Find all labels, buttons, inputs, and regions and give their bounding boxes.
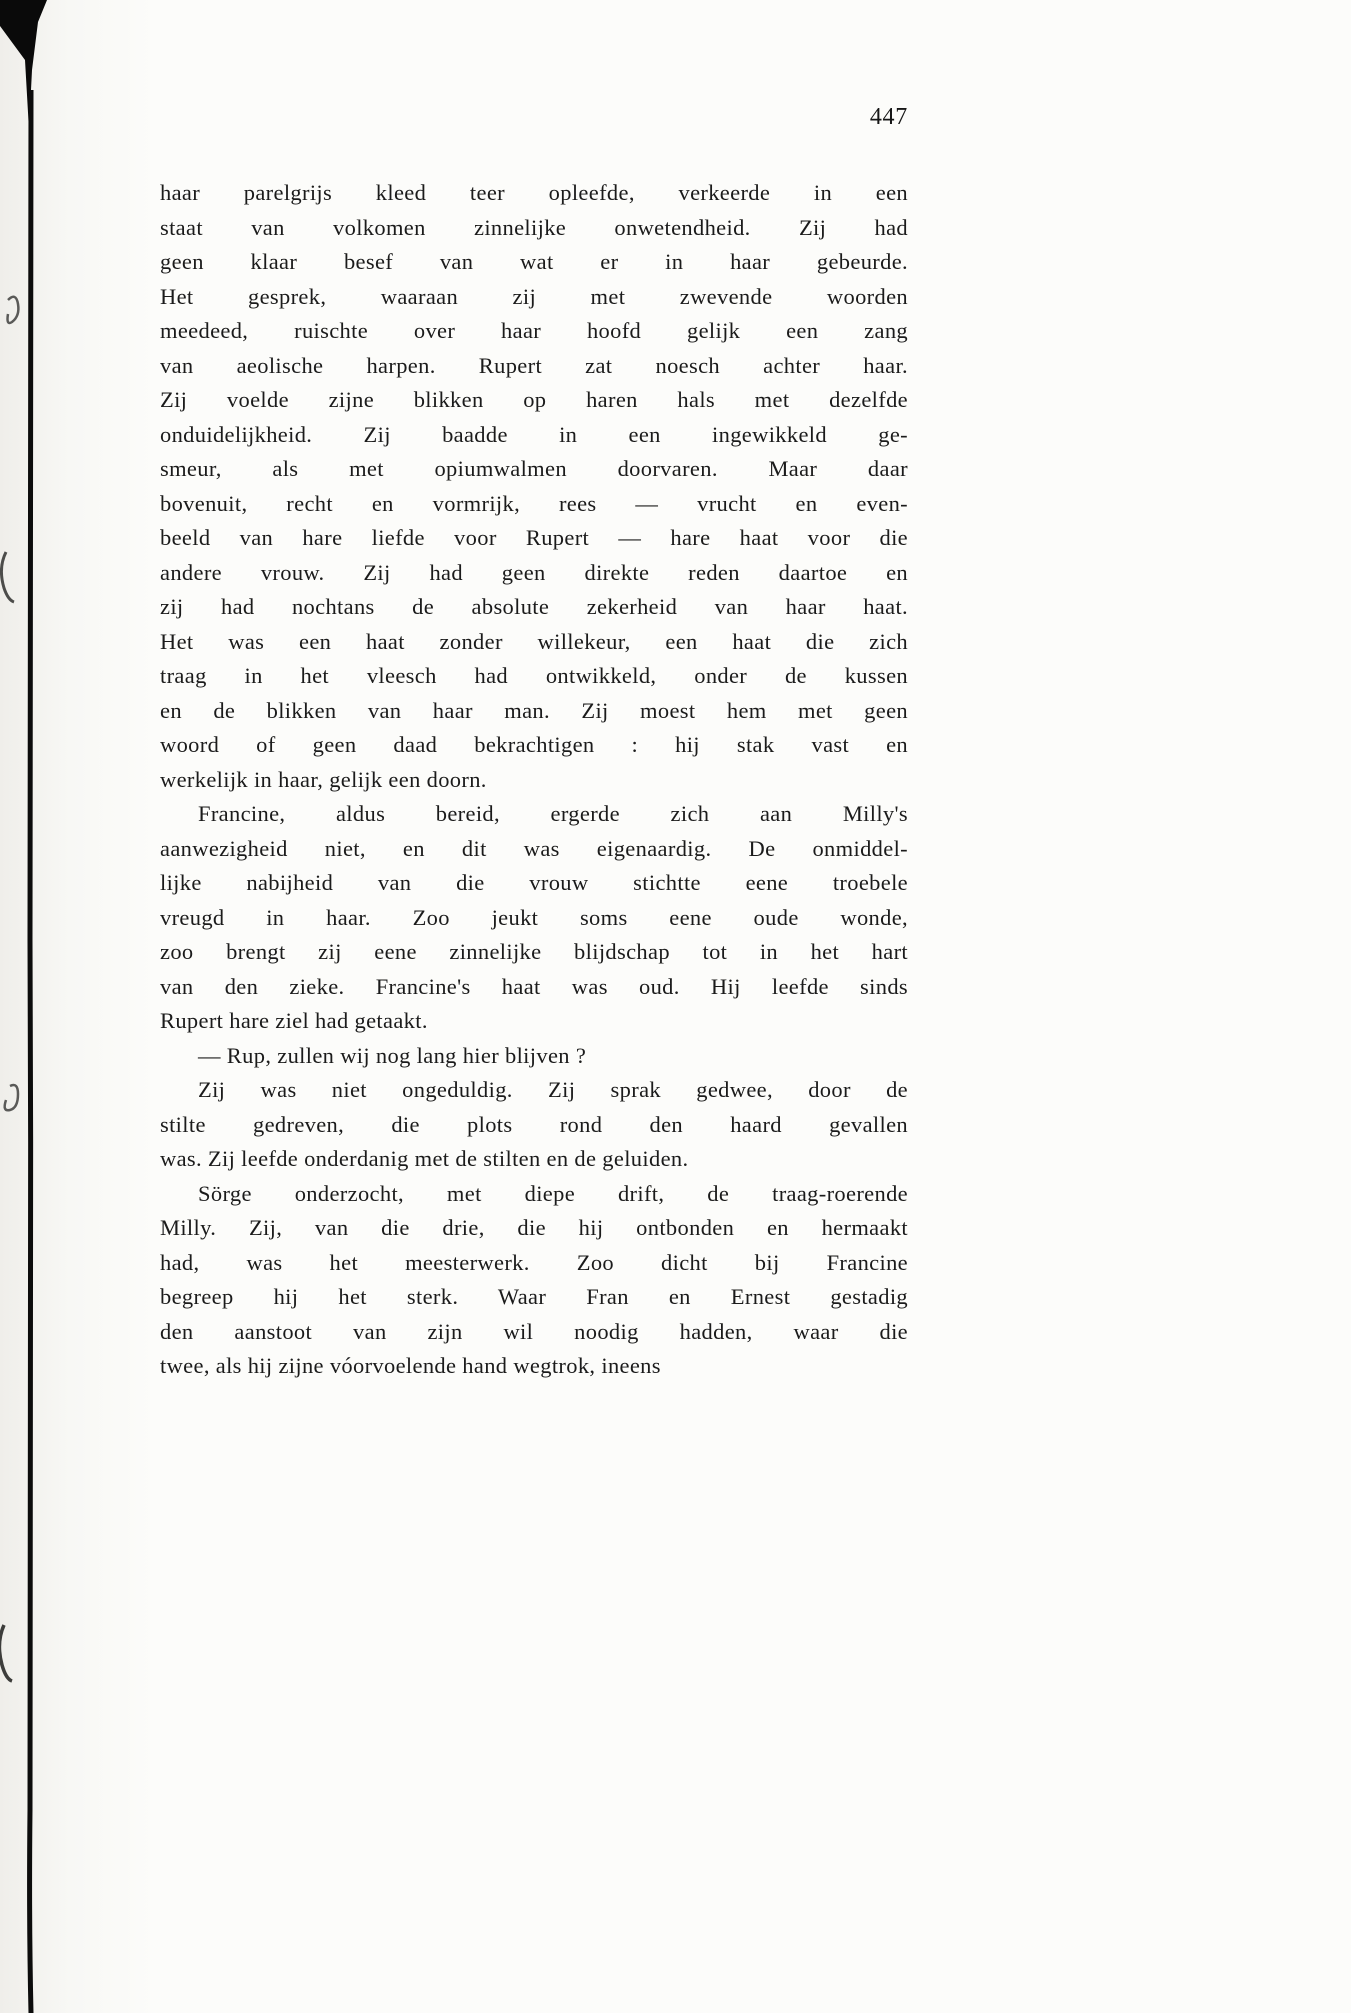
text-line: beeld van hare liefde voor Rupert — hare haat voor die (160, 525, 908, 550)
text-line: staat van volkomen zinnelijke onwetendheid. Zij had (160, 214, 908, 240)
scan-artifact-4 (0, 1625, 12, 1681)
text-line: was. Zij leefde onderdanig met de stilten en de geluiden. (160, 1146, 689, 1171)
text-line: Sörge onderzocht, met diepe drift, de traag-roerende (198, 1180, 908, 1206)
text-line: Zij was niet ongeduldig. Zij sprak gedwee, door de (198, 1077, 908, 1102)
text-line: Het gesprek, waaraan zij met zwevende woorden (160, 283, 908, 309)
text-line: had, was het meesterwerk. Zoo dicht bij Francine (160, 1249, 908, 1275)
text-line: werkelijk in haar, gelijk een doorn. (160, 766, 487, 792)
text-line: woord of geen daad bekrachtigen : hij stak vast en (160, 732, 908, 757)
text-line: den aanstoot van zijn wil noodig hadden, waar die (160, 1318, 908, 1344)
text-line: Zij voelde zijne blikken op haren hals met dezelfde (160, 387, 908, 412)
text-line: geen klaar besef van wat er in haar gebeurde. (160, 249, 908, 274)
text-line: — Rup, zullen wij nog lang hier blijven ? (198, 1042, 587, 1068)
text-line: aanwezigheid niet, en dit was eigenaardig. De onmiddel- (160, 835, 908, 861)
text-block (160, 176, 908, 1384)
text-line: begreep hij het sterk. Waar Fran en Ernest gestadig (160, 1284, 908, 1309)
scan-artifact-3 (5, 1085, 18, 1110)
text-line: onduidelijkheid. Zij baadde in een ingewikkeld ge- (160, 421, 908, 447)
text-line: zij had nochtans de absolute zekerheid van haar haat. (160, 594, 908, 619)
text-line: en de blikken van haar man. Zij moest hem met geen (160, 697, 908, 723)
text-line: haar parelgrijs kleed teer opleefde, verkeerde in een (160, 180, 908, 205)
text-line: traag in het vleesch had ontwikkeld, onder de kussen (160, 663, 908, 688)
text-line: Milly. Zij, van die drie, die hij ontbonden en hermaakt (160, 1215, 908, 1240)
text-line: Rupert hare ziel had getaakt. (160, 1008, 428, 1033)
text-line: Francine, aldus bereid, ergerde zich aan Milly's (198, 801, 908, 826)
text-line: lijke nabijheid van die vrouw stichtte eene troebele (160, 870, 908, 895)
binding-line (30, 90, 32, 2013)
text-line: twee, als hij zijne vóorvoelende hand wegtrok, ineens (160, 1353, 661, 1378)
page-number: 447 (869, 104, 908, 130)
text-line: meedeed, ruischte over haar hoofd gelijk een zang (160, 318, 908, 343)
text-line: bovenuit, recht en vormrijk, rees — vrucht en even- (160, 490, 908, 516)
text-line: zoo brengt zij eene zinnelijke blijdschap tot in het hart (160, 939, 908, 964)
text-line: stilte gedreven, die plots rond den haard gevallen (160, 1111, 908, 1137)
text-line: andere vrouw. Zij had geen direkte reden daartoe en (160, 559, 908, 585)
text-line: smeur, als met opiumwalmen doorvaren. Maar daar (160, 456, 908, 481)
text-line: van den zieke. Francine's haat was oud. Hij leefde sinds (160, 973, 908, 999)
binding-edge (0, 0, 70, 2013)
scan-artifact-1 (8, 297, 19, 323)
text-line: Het was een haat zonder willekeur, een haat die zich (160, 628, 908, 654)
binding-corner-mark (0, 0, 47, 130)
text-line: van aeolische harpen. Rupert zat noesch achter haar. (160, 352, 908, 378)
scan-artifact-2 (1, 552, 14, 602)
text-line: vreugd in haar. Zoo jeukt soms eene oude wonde, (160, 904, 908, 930)
